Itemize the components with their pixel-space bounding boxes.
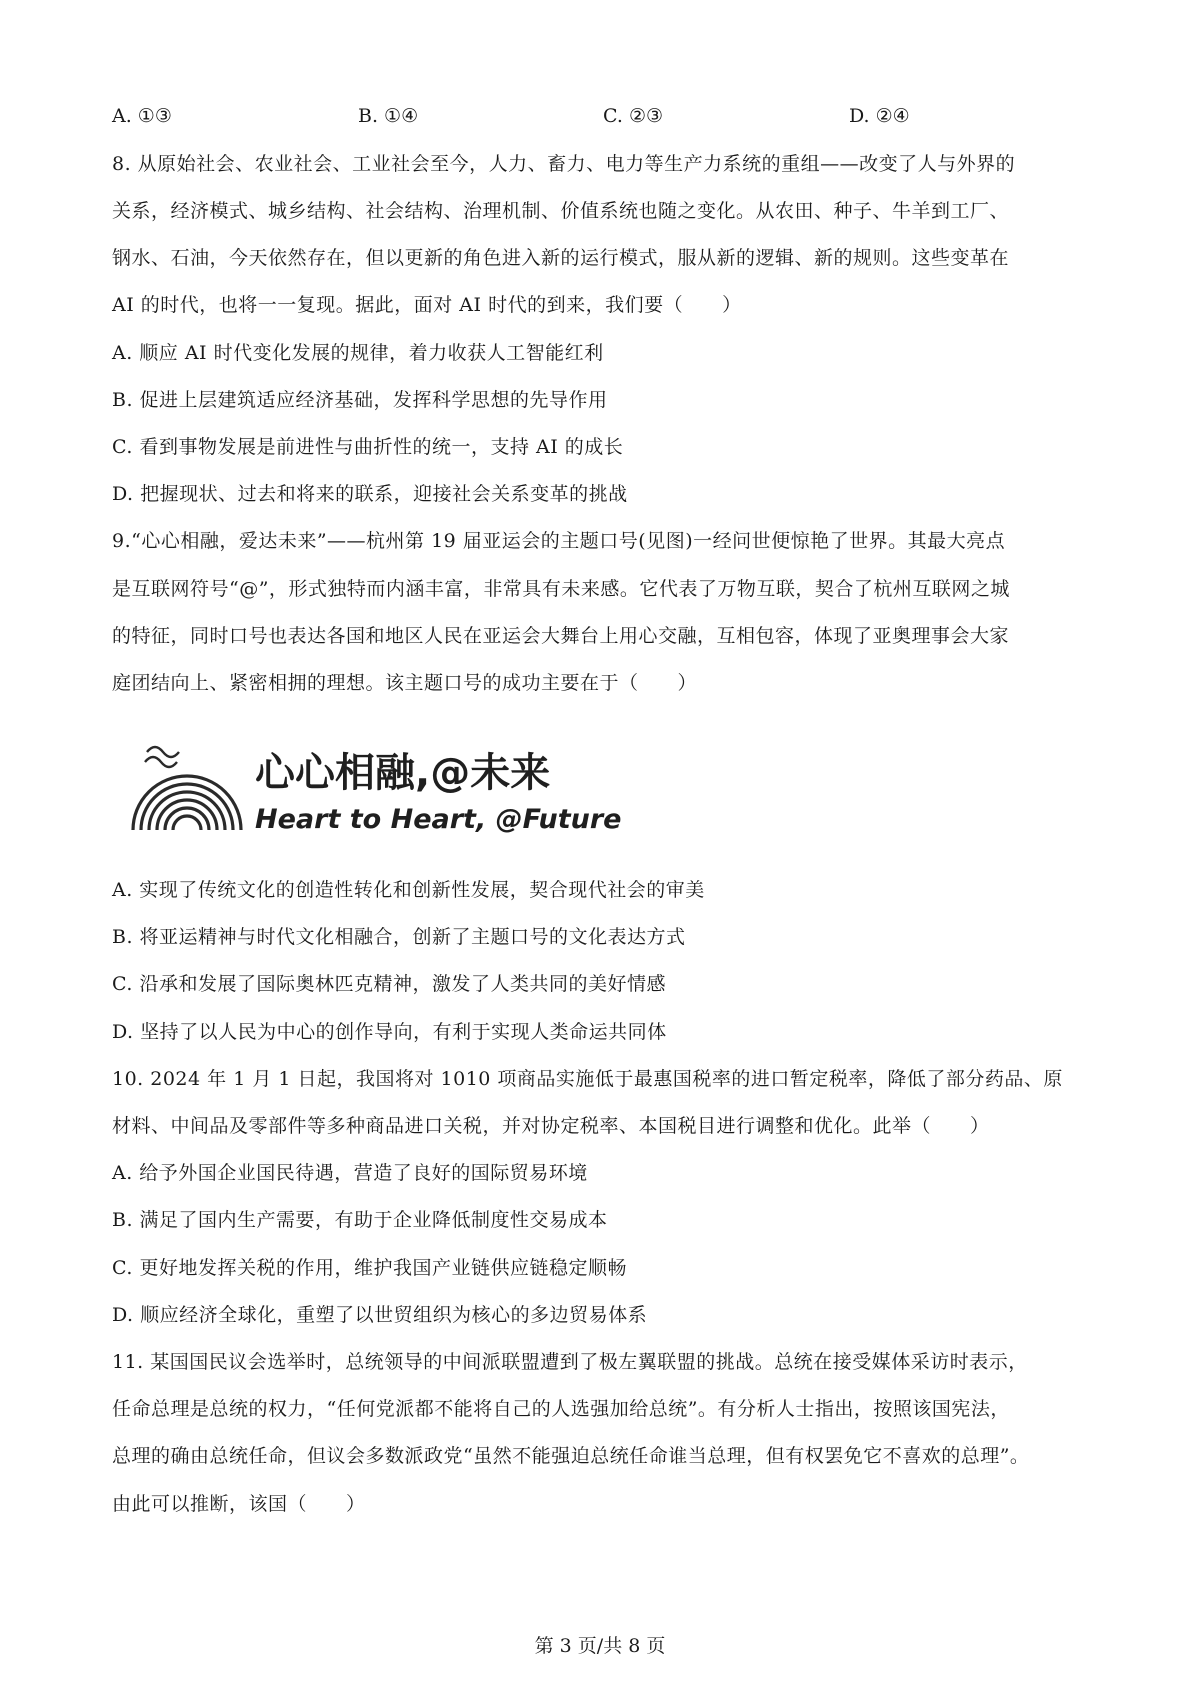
q11-stem-line: 由此可以推断，该国（ ） xyxy=(112,1493,366,1515)
q10-option-c: C. 更好地发挥关税的作用，维护我国产业链供应链稳定顺畅 xyxy=(112,1257,627,1279)
page-footer: 第 3 页/共 8 页 xyxy=(534,1635,666,1657)
q8-stem-line: 8. 从原始社会、农业社会、工业社会至今，人力、畜力、电力等生产力系统的重组——改变了人与外界的 xyxy=(112,153,1016,175)
q11-stem-line: 总理的确由总统任命，但议会多数派政党“虽然不能强迫总统任命谁当总理，但有权罢免它不喜欢的总理”。 xyxy=(112,1445,1030,1467)
q7-options xyxy=(112,104,1012,128)
q7-option-a: A. ①③ xyxy=(112,105,172,127)
q8-stem-line: 钢水、石油，今天依然存在，但以更新的角色进入新的运行模式，服从新的逻辑、新的规则。这些变革在 xyxy=(112,247,1010,269)
slogan-emblem xyxy=(133,747,241,830)
q8-option-a: A. 顺应 AI 时代变化发展的规律，着力收获人工智能红利 xyxy=(112,342,604,364)
q10-option-a: A. 给予外国企业国民待遇，营造了良好的国际贸易环境 xyxy=(112,1162,588,1184)
q7-option-d: D. ②④ xyxy=(849,105,910,127)
q8-option-c: C. 看到事物发展是前进性与曲折性的统一，支持 AI 的成长 xyxy=(112,436,624,458)
q9-stem-line: 庭团结向上、紧密相拥的理想。该主题口号的成功主要在于（ ） xyxy=(112,672,698,694)
asian-games-slogan-logo xyxy=(125,732,622,842)
q8-stem-line: AI 的时代，也将一一复现。据此，面对 AI 时代的到来，我们要（ ） xyxy=(112,294,742,316)
q8-option-b: B. 促进上层建筑适应经济基础，发挥科学思想的先导作用 xyxy=(112,389,608,411)
q9-stem-line: 的特征，同时口号也表达各国和地区人民在亚运会大舞台上用心交融，互相包容，体现了亚奥理事会大家 xyxy=(112,625,1010,647)
q7-option-b: B. ①④ xyxy=(358,105,419,127)
q10-option-b: B. 满足了国内生产需要，有助于企业降低制度性交易成本 xyxy=(112,1209,608,1231)
q9-option-d: D. 坚持了以人民为中心的创作导向，有利于实现人类命运共同体 xyxy=(112,1021,667,1043)
q9-stem-line: 是互联网符号“@”，形式独特而内涵丰富，非常具有未来感。它代表了万物互联，契合了杭州互联网之城 xyxy=(112,578,1010,600)
q7-option-c: C. ②③ xyxy=(603,105,664,127)
slogan-chinese: 心心相融,@未来 xyxy=(255,750,551,796)
q11-stem-line: 11. 某国国民议会选举时，总统领导的中间派联盟遭到了极左翼联盟的挑战。总统在接受媒体采访时表示， xyxy=(112,1351,1028,1373)
q10-stem-line: 10. 2024 年 1 月 1 日起，我国将对 1010 项商品实施低于最惠国税率的进口暂定税率，降低了部分药品、原 xyxy=(112,1068,1063,1090)
slogan-english: Heart to Heart, @Future xyxy=(255,804,622,835)
q9-option-a: A. 实现了传统文化的创造性转化和创新性发展，契合现代社会的审美 xyxy=(112,879,705,901)
q8-option-d: D. 把握现状、过去和将来的联系，迎接社会关系变革的挑战 xyxy=(112,483,628,505)
q9-option-b: B. 将亚运精神与时代文化相融合，创新了主题口号的文化表达方式 xyxy=(112,926,686,948)
q10-option-d: D. 顺应经济全球化，重塑了以世贸组织为核心的多边贸易体系 xyxy=(112,1304,648,1326)
q10-stem-line: 材料、中间品及零部件等多种商品进口关税，并对协定税率、本国税目进行调整和优化。此举（ ） xyxy=(112,1115,990,1137)
q11-stem-line: 任命总理是总统的权力，“任何党派都不能将自己的人选强加给总统”。有分析人士指出，按照该国宪法， xyxy=(112,1398,1010,1420)
q9-stem-line: 9.“心心相融，爱达未来”——杭州第 19 届亚运会的主题口号(见图)一经问世便惊艳了世界。其最大亮点 xyxy=(112,530,1006,552)
q8-stem-line: 关系，经济模式、城乡结构、社会结构、治理机制、价值系统也随之变化。从农田、种子、牛羊到工厂、 xyxy=(112,200,1010,222)
q9-option-c: C. 沿承和发展了国际奥林匹克精神，激发了人类共同的美好情感 xyxy=(112,973,666,995)
